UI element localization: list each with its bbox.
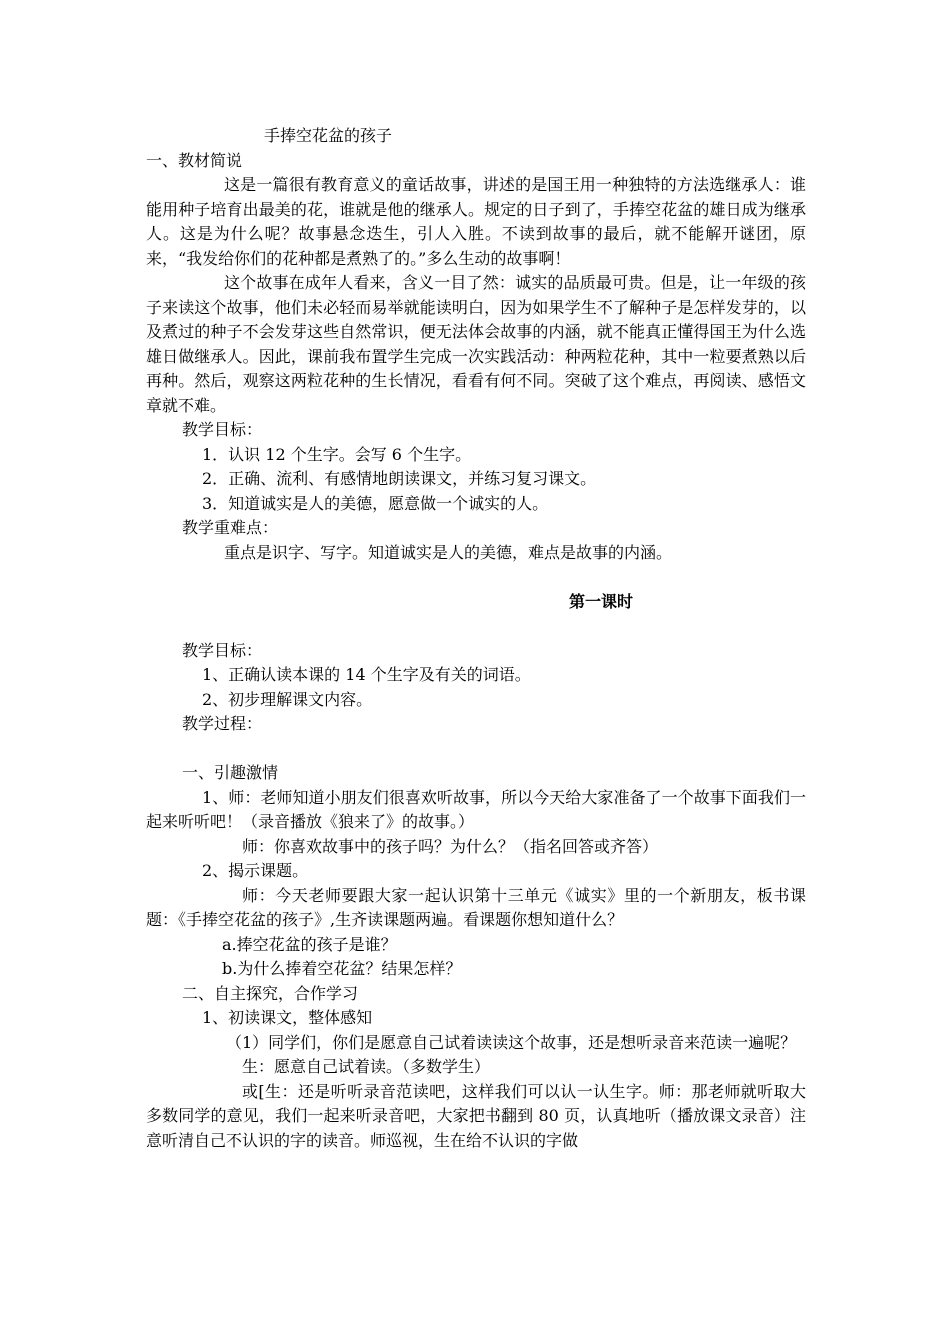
goal-item-1: 1．认识 12 个生字。会写 6 个生字。 (202, 444, 472, 464)
paragraph-analysis: 这个故事在成年人看来，含义一目了然：诚实的品质最可贵。但是，让一年级的孩子来读这个故事，他们未必轻而易举就能读明白，因为如果学生不了解种子是怎样发芽的，以及煮过的种子不会发芽这些自然常识，便无法体会故事的内涵，就不能真正懂得国王为什么选雄日做继承人。因此，课前我布置学生完成一次实践活动：种两粒花种，其中一粒要煮熟以后再种。然后，观察这两粒花种的生长情况，看看有何不同。突破了这个难点，再阅读、感悟文章就不难。 (146, 273, 806, 415)
step-1-2-text: 师：今天老师要跟大家一起认识第十三单元《诚实》里的一个新朋友，板书课题：《手捧空花盆的孩子》,生齐读课题两遍。看课题你想知道什么？ (146, 885, 806, 929)
document-title: 手捧空花盆的孩子 (264, 126, 393, 145)
step-heading-1: 一、引趣激情 (182, 763, 279, 782)
step-1-2: 2、揭示课题。 (202, 861, 309, 880)
goal-item-3: 3．知道诚实是人的美德，愿意做一个诚实的人。 (202, 493, 549, 513)
section-heading-materials: 一、教材简说 (146, 150, 243, 170)
step-2-1-a: （1）同学们，你们是愿意自己试着读读这个故事，还是想听录音来范读一遍呢？ (226, 1032, 797, 1052)
question-b: b.为什么捧着空花盆？结果怎样？ (222, 959, 462, 978)
step-1-1: 1、师：老师知道小朋友们很喜欢听故事，所以今天给大家准备了一个故事下面我们一起来听听吧！（录音播放《狼来了》的故事。） (146, 787, 806, 831)
step-2-1: 1、初读课文，整体感知 (202, 1008, 373, 1027)
lesson-goal-item-1: 1、正确认读本课的 14 个生字及有关的词语。 (202, 665, 531, 684)
lesson-goals-label: 教学目标： (182, 640, 263, 660)
step-1-1-question: 师：你喜欢故事中的孩子吗？为什么？（指名回答或齐答） (242, 836, 659, 856)
document-body (146, 124, 806, 1153)
paragraph-intro: 这是一篇很有教育意义的童话故事，讲述的是国王用一种独特的方法选继承人：谁能用种子培育出最美的花，谁就是他的继承人。规定的日子到了，手捧空花盆的雄日成为继承人。这是为什么呢？故事悬念迭生，引人入胜。不读到故事的最后，就不能解开谜团，原来，“我发给你们的花种都是煮熟了的。”多么生动的故事啊！ (146, 175, 806, 268)
step-heading-2: 二、自主探究，合作学习 (182, 983, 359, 1003)
lesson-heading: 第一课时 (568, 591, 633, 611)
step-2-1-c: 或[生：还是听听录音范读吧，这样我们可以认一认生字。师：那老师就听取大多数同学的意见，我们一起来听录音吧，大家把书翻到 80 页，认真地听（播放课文录音）注意听清自己不认识的字的读音。师巡视，生在给不认识的字做 (146, 1081, 806, 1150)
lesson-goal-item-2: 2、初步理解课文内容。 (202, 689, 373, 709)
goals-label: 教学目标： (182, 420, 263, 439)
process-label: 教学过程： (182, 714, 263, 733)
goal-item-2: 2．正确、流利、有感情地朗读课文，并练习复习课文。 (202, 469, 597, 488)
question-a: a.捧空花盆的孩子是谁？ (222, 934, 397, 954)
key-points-text: 重点是识字、写字。知道诚实是人的美德，难点是故事的内涵。 (224, 542, 673, 562)
step-2-1-b: 生：愿意自己试着读。（多数学生） (242, 1057, 491, 1076)
key-points-label: 教学重难点： (182, 518, 279, 537)
